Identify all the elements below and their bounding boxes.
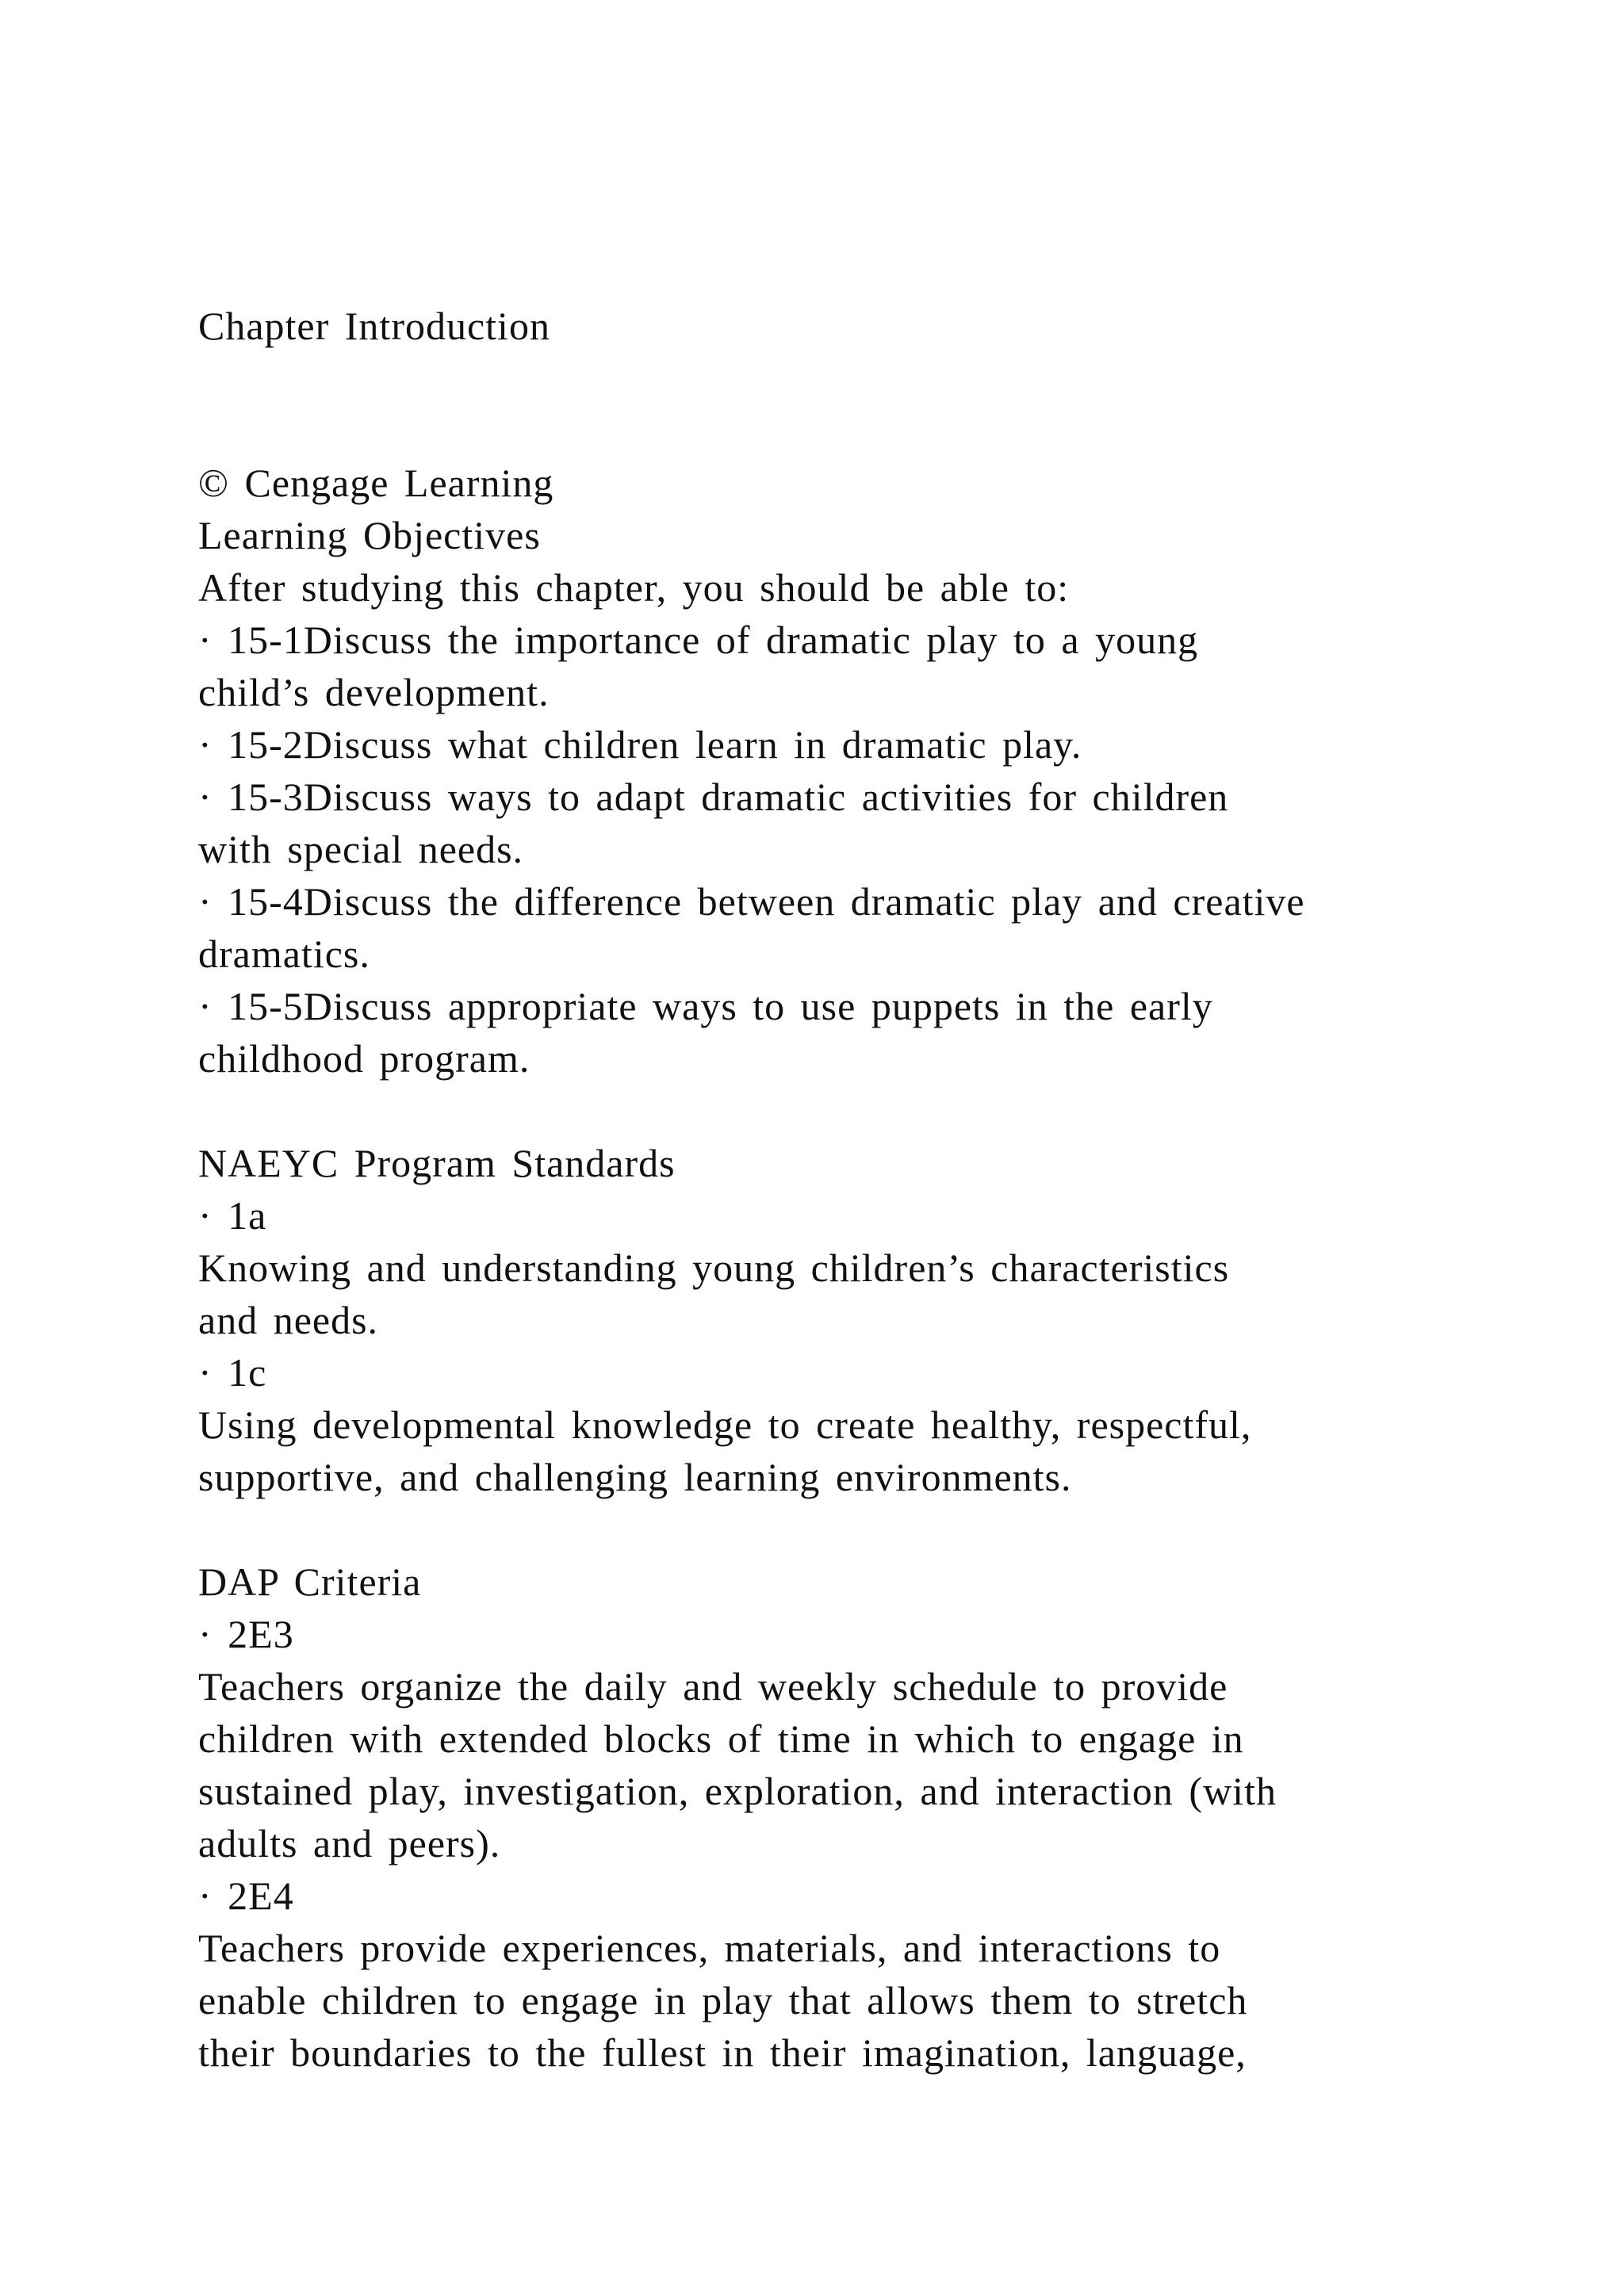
dap-criterion-text: Teachers provide experiences, materials, and interactions to bbox=[198, 1926, 1221, 1970]
objective-item-line: dramatics. bbox=[198, 932, 370, 976]
dap-heading: DAP Criteria bbox=[198, 1559, 422, 1604]
objective-item-line: · 15-4Discuss the difference between dramatic play and creative bbox=[198, 879, 1305, 924]
objective-item-line: · 15-2Discuss what children learn in dramatic play. bbox=[198, 722, 1082, 767]
dap-criterion-text: sustained play, investigation, exploration, and interaction (with bbox=[198, 1769, 1277, 1813]
objective-item-line: with special needs. bbox=[198, 827, 524, 871]
dap-criterion-text: adults and peers). bbox=[198, 1821, 501, 1866]
naeyc-standard-text: Using developmental knowledge to create healthy, respectful, bbox=[198, 1402, 1252, 1447]
dap-criterion-text: their boundaries to the fullest in their imagination, language, bbox=[198, 2030, 1247, 2075]
dap-criterion-text: children with extended blocks of time in which to engage in bbox=[198, 1716, 1244, 1761]
chapter-title: Chapter Introduction bbox=[198, 304, 550, 348]
dap-criterion-text: enable children to engage in play that allows them to stretch bbox=[198, 1978, 1248, 2022]
naeyc-heading: NAEYC Program Standards bbox=[198, 1141, 676, 1185]
dap-criterion-code: · 2E3 bbox=[198, 1612, 294, 1656]
naeyc-standard-text: supportive, and challenging learning environments. bbox=[198, 1455, 1072, 1499]
dap-criterion-code: · 2E4 bbox=[198, 1873, 294, 1918]
objective-item-line: · 15-5Discuss appropriate ways to use puppets in the early bbox=[198, 984, 1213, 1028]
copyright-notice: © Cengage Learning bbox=[198, 461, 554, 505]
objective-item-line: child’s development. bbox=[198, 670, 550, 714]
learning-objectives-intro: After studying this chapter, you should be able to: bbox=[198, 565, 1070, 610]
learning-objectives-heading: Learning Objectives bbox=[198, 513, 541, 557]
naeyc-standard-code: · 1a bbox=[198, 1193, 267, 1238]
objective-item-line: · 15-1Discuss the importance of dramatic play to a young bbox=[198, 618, 1199, 662]
dap-criterion-text: Teachers organize the daily and weekly schedule to provide bbox=[198, 1664, 1228, 1709]
naeyc-standard-text: Knowing and understanding young children’s characteristics bbox=[198, 1246, 1230, 1290]
objective-item-line: childhood program. bbox=[198, 1036, 530, 1081]
naeyc-standard-text: and needs. bbox=[198, 1298, 379, 1342]
naeyc-standard-code: · 1c bbox=[198, 1350, 267, 1395]
objective-item-line: · 15-3Discuss ways to adapt dramatic activities for children bbox=[198, 775, 1229, 819]
